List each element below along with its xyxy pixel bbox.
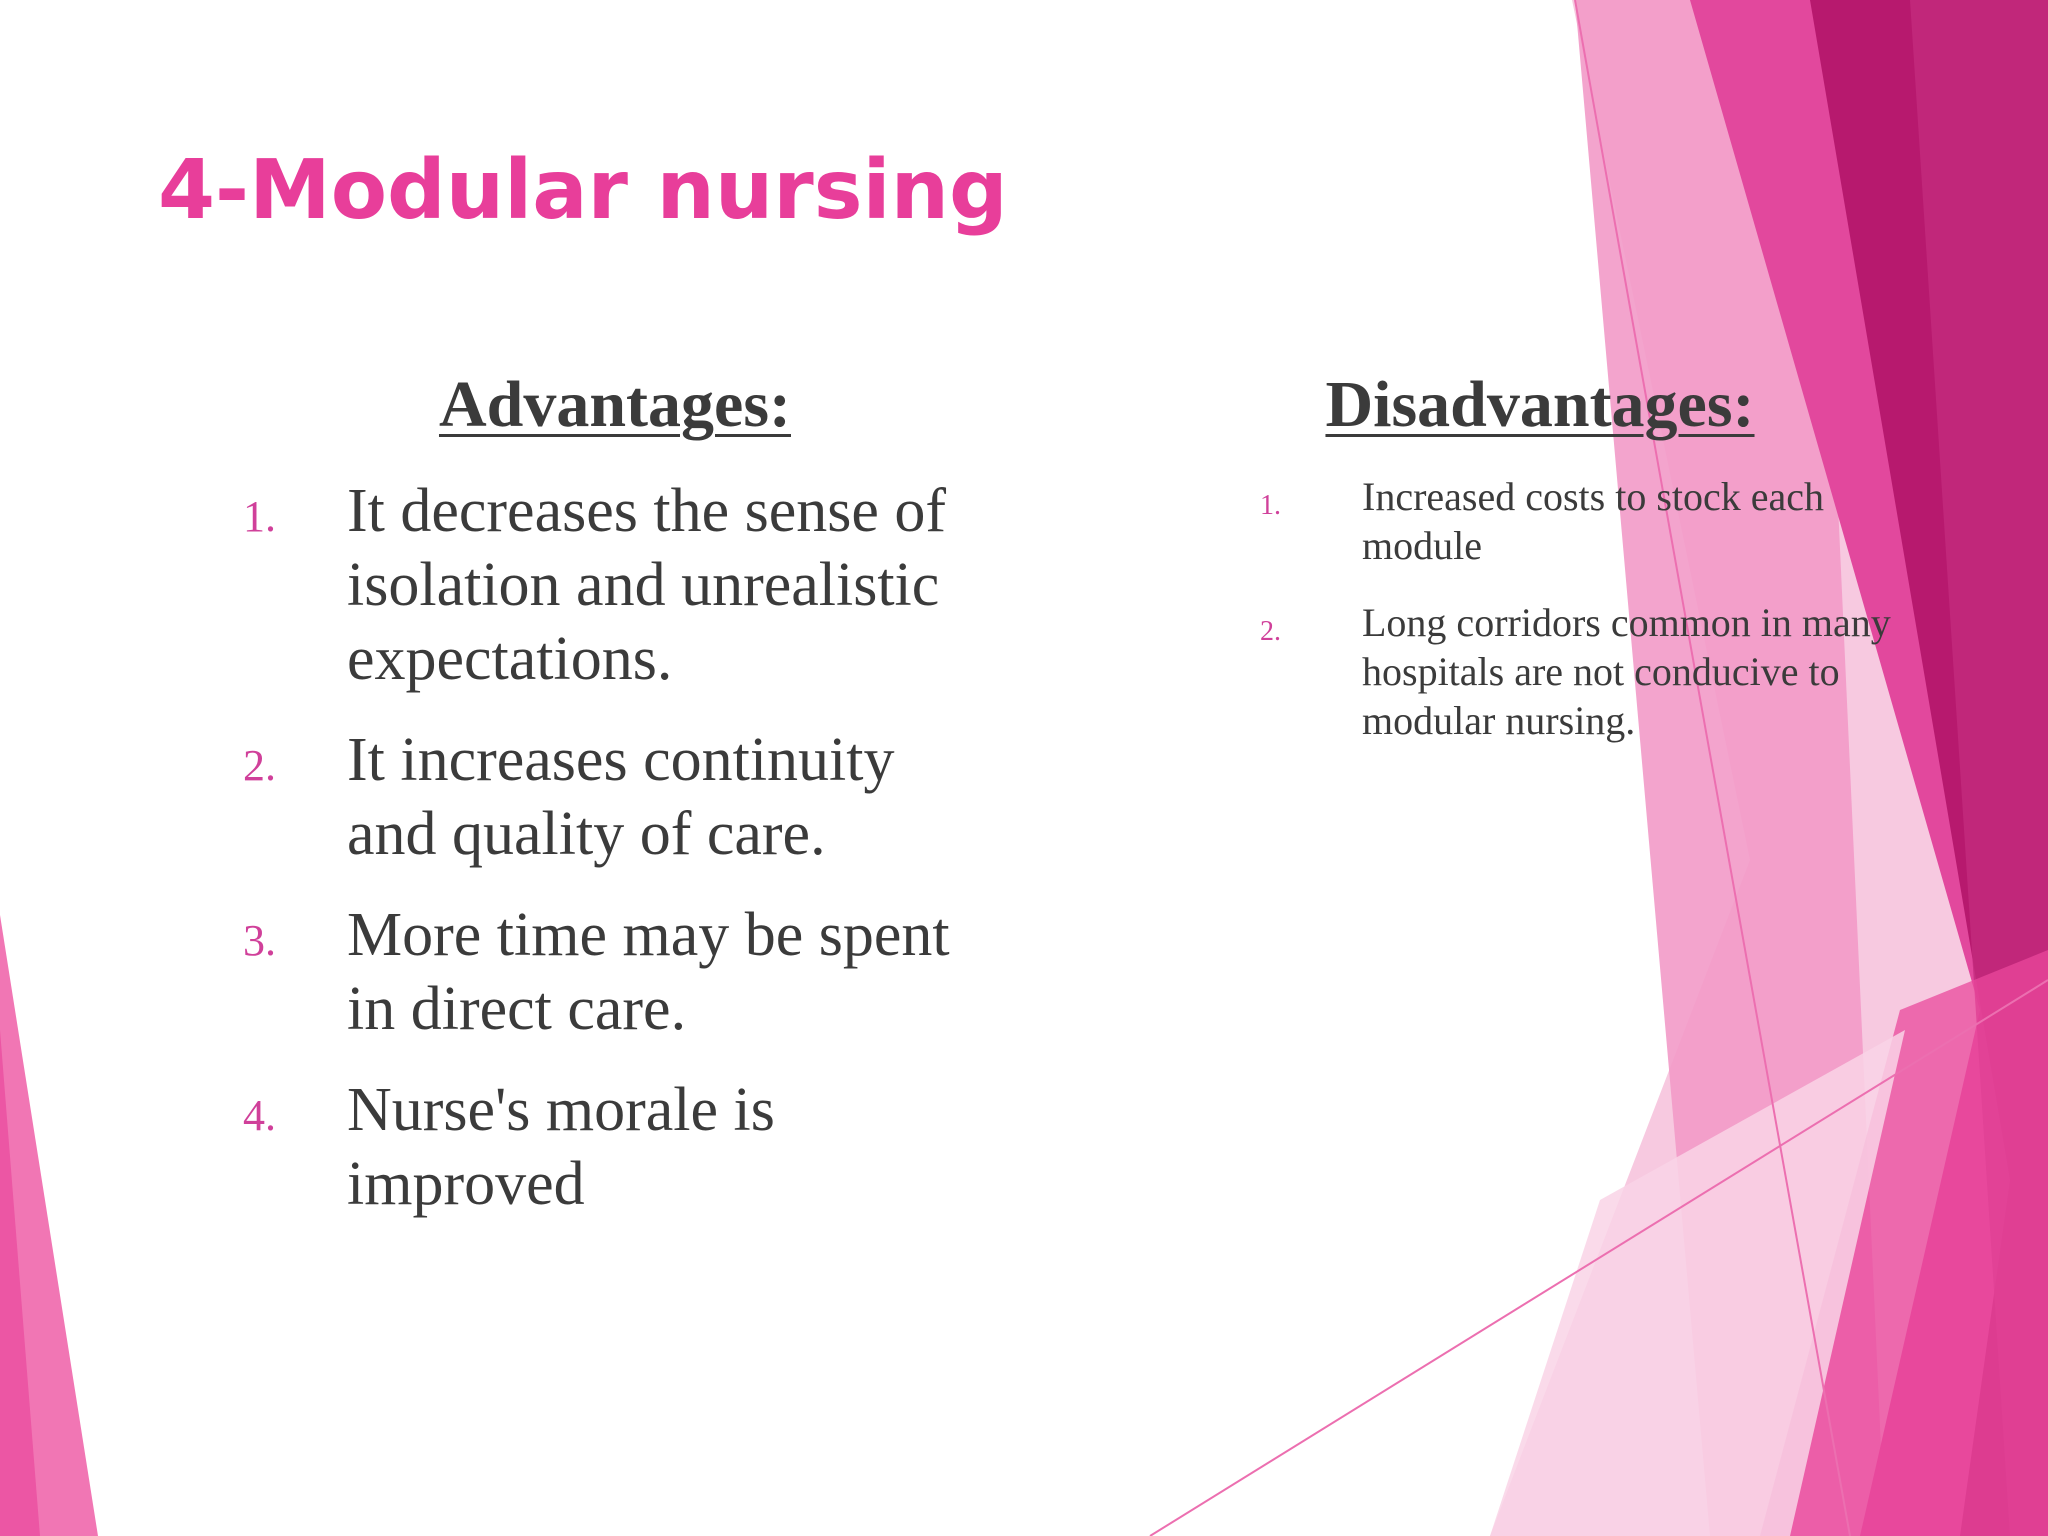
list-number: 1. [1260, 490, 1281, 521]
list-number: 4. [243, 1091, 276, 1140]
list-item [240, 723, 980, 871]
list-number: 2. [243, 741, 276, 790]
disadvantages-list [1258, 472, 1898, 773]
slide-title: 4-Modular nursing [158, 143, 1008, 238]
list-number: 1. [243, 492, 276, 541]
list-item [240, 898, 980, 1046]
list-text: It increases continuity and quality of care. [347, 726, 895, 868]
advantages-heading: Advantages: [438, 368, 791, 441]
list-text: Long corridors common in many hospitals are not conducive to modular nursing. [1362, 600, 1891, 743]
list-item [1258, 598, 1898, 745]
list-item [240, 1073, 980, 1221]
list-item [240, 474, 980, 696]
list-text: More time may be spent in direct care. [347, 901, 950, 1043]
list-text: Increased costs to stock each module [1362, 474, 1825, 568]
list-number: 2. [1260, 616, 1281, 647]
disadvantages-heading: Disadvantages: [1325, 368, 1755, 441]
list-number: 3. [243, 916, 276, 965]
advantages-list [240, 474, 980, 1248]
list-item [1258, 472, 1898, 570]
list-text: Nurse's morale is improved [347, 1076, 775, 1218]
list-text: It decreases the sense of isolation and unrealistic expectations. [347, 477, 947, 693]
